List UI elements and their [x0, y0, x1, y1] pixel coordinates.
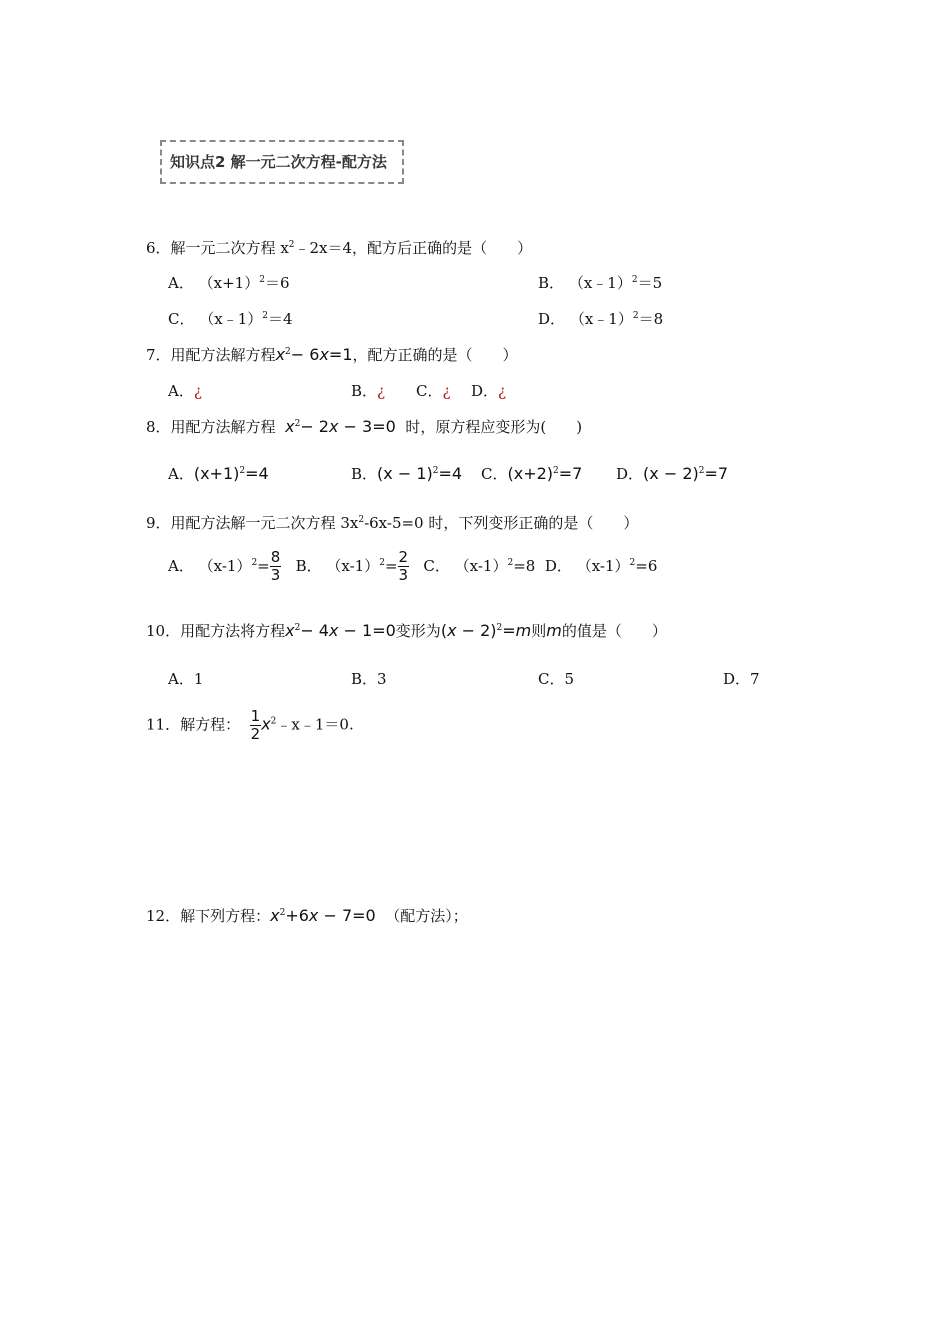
- q10-option-c: C．5: [538, 670, 575, 688]
- q9-number: 9．: [146, 514, 171, 532]
- q6-number: 6．: [146, 239, 171, 257]
- question-8-stem: 8．用配方法解方程 $x^2- 2x - 3=0$ 时，原方程应变形为( ): [146, 417, 583, 436]
- q9-option-a: A． $(x-1)^2=$ $\frac{8}{3}$: [168, 548, 281, 584]
- q8-option-d: D．$(x - 2)^2=7$: [616, 464, 729, 483]
- q9-options: [168, 549, 657, 584]
- question-10-stem: 10．用配方法将方程$x^2- 4x - 1=0$变形为$(x - 2)^2=m$则m的值是（ ）: [146, 621, 667, 640]
- q12-number: 12．: [146, 907, 181, 925]
- q8-option-c: C．$(x+2)^2=7$: [481, 464, 583, 483]
- q8-number: 8．: [146, 418, 171, 436]
- q7-number: 7．: [146, 346, 171, 364]
- q9-option-c: C． $(x-1)^2=8$: [423, 556, 536, 575]
- question-7-stem: 7．用配方法解方程$x^2- 6x=1$，配方正确的是（ ）: [146, 345, 518, 364]
- q9-option-d: D． $(x-1)^2=6$: [544, 556, 658, 575]
- section-title: 知识点2 解一元二次方程-配方法: [160, 140, 404, 184]
- q10-option-d: D．7: [723, 670, 760, 688]
- q6-option-d: D． （x﹣1）$^2$＝8: [538, 310, 664, 328]
- q10-option-b: B．3: [351, 670, 387, 688]
- question-11-stem: 11．解方程： $\frac{1}{2}$ $x^2﹣x﹣1=0$.: [146, 707, 354, 743]
- question-6-stem: 6．解一元二次方程 $x^2﹣2x=4$，配方后正确的是（ ）: [146, 239, 533, 257]
- q7-option-a: A．¿: [168, 382, 202, 400]
- q8-option-b: B．$(x - 1)^2=4$: [351, 464, 463, 483]
- q9-a-fraction: $\frac{8}{3}$: [270, 548, 281, 584]
- q9-option-b: B． $(x-1)^2=$ $\frac{2}{3}$: [295, 548, 409, 584]
- q11-fraction: $\frac{1}{2}$: [250, 707, 261, 743]
- question-9-stem: 9．用配方法解一元二次方程 $3x^2-6x-5=0$ 时，下列变形正确的是（ ）: [146, 514, 639, 532]
- q6-option-b: B． （x﹣1）$^2$＝5: [538, 274, 663, 292]
- q6-stem-a: 解一元二次方程 x: [170, 239, 289, 257]
- q8-option-a: A．$(x+1)^2=4$: [168, 464, 269, 483]
- q11-number: 11．: [146, 715, 181, 734]
- q7-option-c: C．¿: [416, 382, 451, 400]
- q6-option-c: C． （x﹣1）$^2$＝4: [168, 310, 293, 328]
- q7-option-b: B．¿: [351, 382, 386, 400]
- q6-option-a: A． $(x+1)^2=6$: [168, 274, 290, 292]
- q10-option-a: A．1: [168, 670, 204, 688]
- q9-b-fraction: $\frac{2}{3}$: [398, 548, 409, 584]
- q7-option-d: D．¿: [471, 382, 507, 400]
- question-12-stem: 12．解下列方程：$x^2+6x - 7=0$ （配方法）；: [146, 906, 468, 925]
- q6-stem-b: ﹣2x＝4，配方后正确的是（ ）: [294, 239, 533, 257]
- q10-number: 10．: [146, 622, 181, 640]
